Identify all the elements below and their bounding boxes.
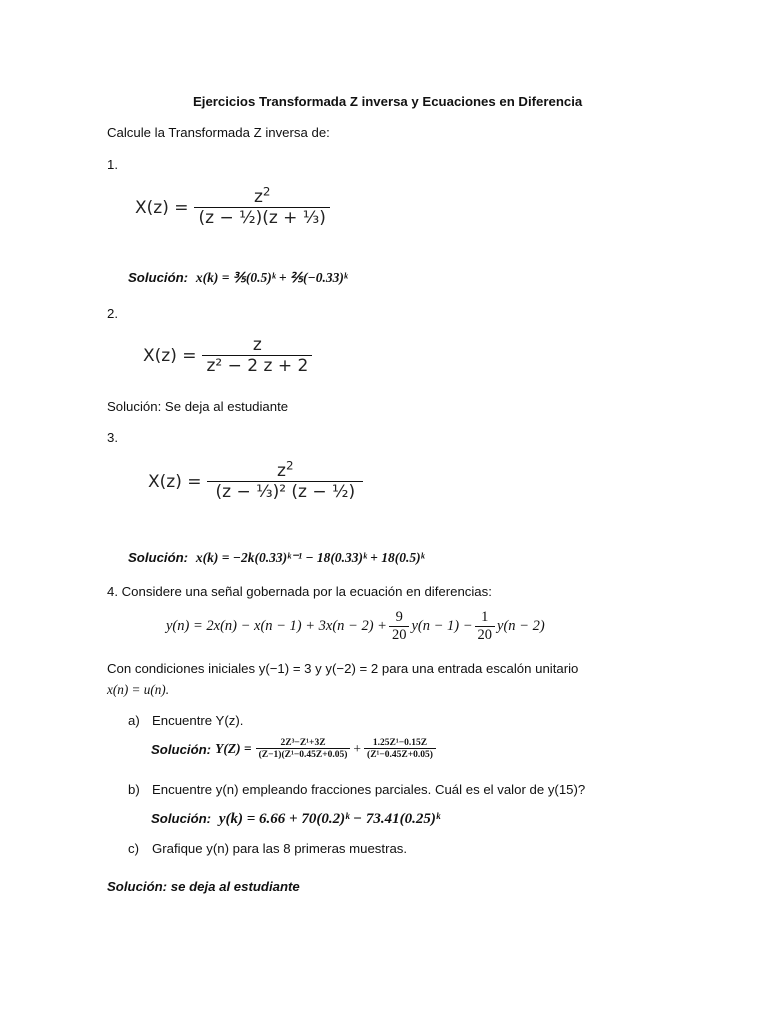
eq-fraction — [207, 458, 363, 502]
solution-frac-2 — [364, 738, 436, 761]
solution-label: Solución: — [151, 741, 212, 757]
frac-denominator: (Z¹−0.45Z+0.05) — [364, 748, 436, 760]
item-2-number: 2. — [107, 306, 118, 321]
eq-lhs: X(z) = — [135, 197, 189, 218]
solution-label: Solución: — [128, 550, 189, 565]
eq-fraction — [194, 184, 329, 228]
eq-frac-9-20 — [389, 610, 410, 644]
part-c-letter: c) — [128, 841, 139, 856]
eq-mid: y(n − 1) − — [411, 618, 473, 635]
part-b-solution — [151, 811, 440, 828]
eq-numerator: z — [277, 461, 286, 481]
item-3-number: 3. — [107, 430, 118, 445]
item-1-equation — [135, 184, 330, 228]
eq-right: y(n − 2) — [497, 618, 545, 635]
eq-fraction — [202, 336, 312, 375]
part-c-text: Grafique y(n) para las 8 primeras muestras. — [152, 841, 408, 856]
eq-lhs: X(z) = — [143, 345, 197, 366]
solution-expression: x(k) = ⅗(0.5)ᵏ + ⅖(−0.33)ᵏ — [195, 270, 348, 285]
part-b-letter: b) — [128, 782, 140, 797]
solution-label: Solución: — [151, 811, 212, 826]
item-2-equation — [143, 336, 312, 375]
solution-expression: y(k) = 6.66 + 70(0.2)ᵏ − 73.41(0.25)ᵏ — [218, 811, 441, 827]
item-3-equation — [148, 458, 363, 502]
eq-left: y(n) = 2x(n) − x(n − 1) + 3x(n − 2) + — [166, 618, 387, 635]
item-1-number: 1. — [107, 157, 118, 172]
item-2-solution: Solución: Se deja al estudiante — [107, 399, 289, 414]
eq-frac-1-20 — [475, 610, 496, 644]
part-a-solution: Solución: Y(Z) = $\frac{\text{2Z³−Z¹+3Z}}{\text{(Z−1)(Z¹−0.45Z+0.05)}}$ + $\frac{\text{1.25Z¹−0.15Z}}{\text{(Z¹−0.45Z+0.05)}}$ — [151, 738, 436, 761]
conditions-line-1: Con condiciones iniciales y(−1) = 3 y y(−2) = 2 para una entrada escalón unitario — [107, 661, 579, 676]
intro-text: Calcule la Transformada Z inversa de: — [107, 125, 330, 140]
part-a-text: Encuentre Y(z). — [152, 713, 244, 728]
eq-lhs: X(z) = — [148, 471, 202, 492]
frac-denominator: (Z−1)(Z¹−0.45Z+0.05) — [256, 748, 351, 760]
frac-numerator: 9 — [395, 609, 403, 625]
frac-numerator: 2Z³−Z¹+3Z — [280, 738, 326, 748]
eq-denominator: z² − 2 z + 2 — [202, 355, 312, 376]
frac-numerator: 1.25Z¹−0.15Z — [372, 738, 428, 748]
eq-numerator: z — [253, 187, 263, 207]
frac-numerator: 1 — [481, 609, 489, 625]
part-a-letter: a) — [128, 713, 140, 728]
conditions-line-2: x(n) = u(n). — [107, 682, 169, 697]
part-b-text: Encuentre y(n) empleando fracciones parciales. Cuál es el valor de y(15)? — [152, 782, 586, 797]
eq-num-exponent: 2 — [285, 458, 294, 473]
solution-lhs: Y(Z) = — [215, 741, 252, 757]
eq-num-exponent: 2 — [262, 184, 271, 199]
eq-denominator: (z − ⅓)² (z − ½) — [207, 481, 363, 502]
solution-frac-1 — [256, 738, 351, 761]
solution-label: Solución: — [128, 270, 189, 285]
difference-equation — [166, 610, 545, 644]
frac-denominator: 20 — [389, 626, 410, 644]
solution-expression: x(k) = −2k(0.33)ᵏ⁻¹ − 18(0.33)ᵏ + 18(0.5)ᵏ — [195, 550, 425, 565]
item-1-solution — [128, 270, 348, 286]
eq-denominator: (z − ½)(z + ⅓) — [194, 207, 329, 228]
frac-denominator: 20 — [475, 626, 496, 644]
item-3-solution — [128, 550, 424, 566]
problem-4-statement: 4. Considere una señal gobernada por la ecuación en diferencias: — [107, 584, 492, 599]
page-title: Ejercicios Transformada Z inversa y Ecuaciones en Diferencia — [193, 94, 583, 109]
eq-numerator: z — [252, 335, 262, 355]
final-solution: Solución: se deja al estudiante — [107, 879, 300, 894]
